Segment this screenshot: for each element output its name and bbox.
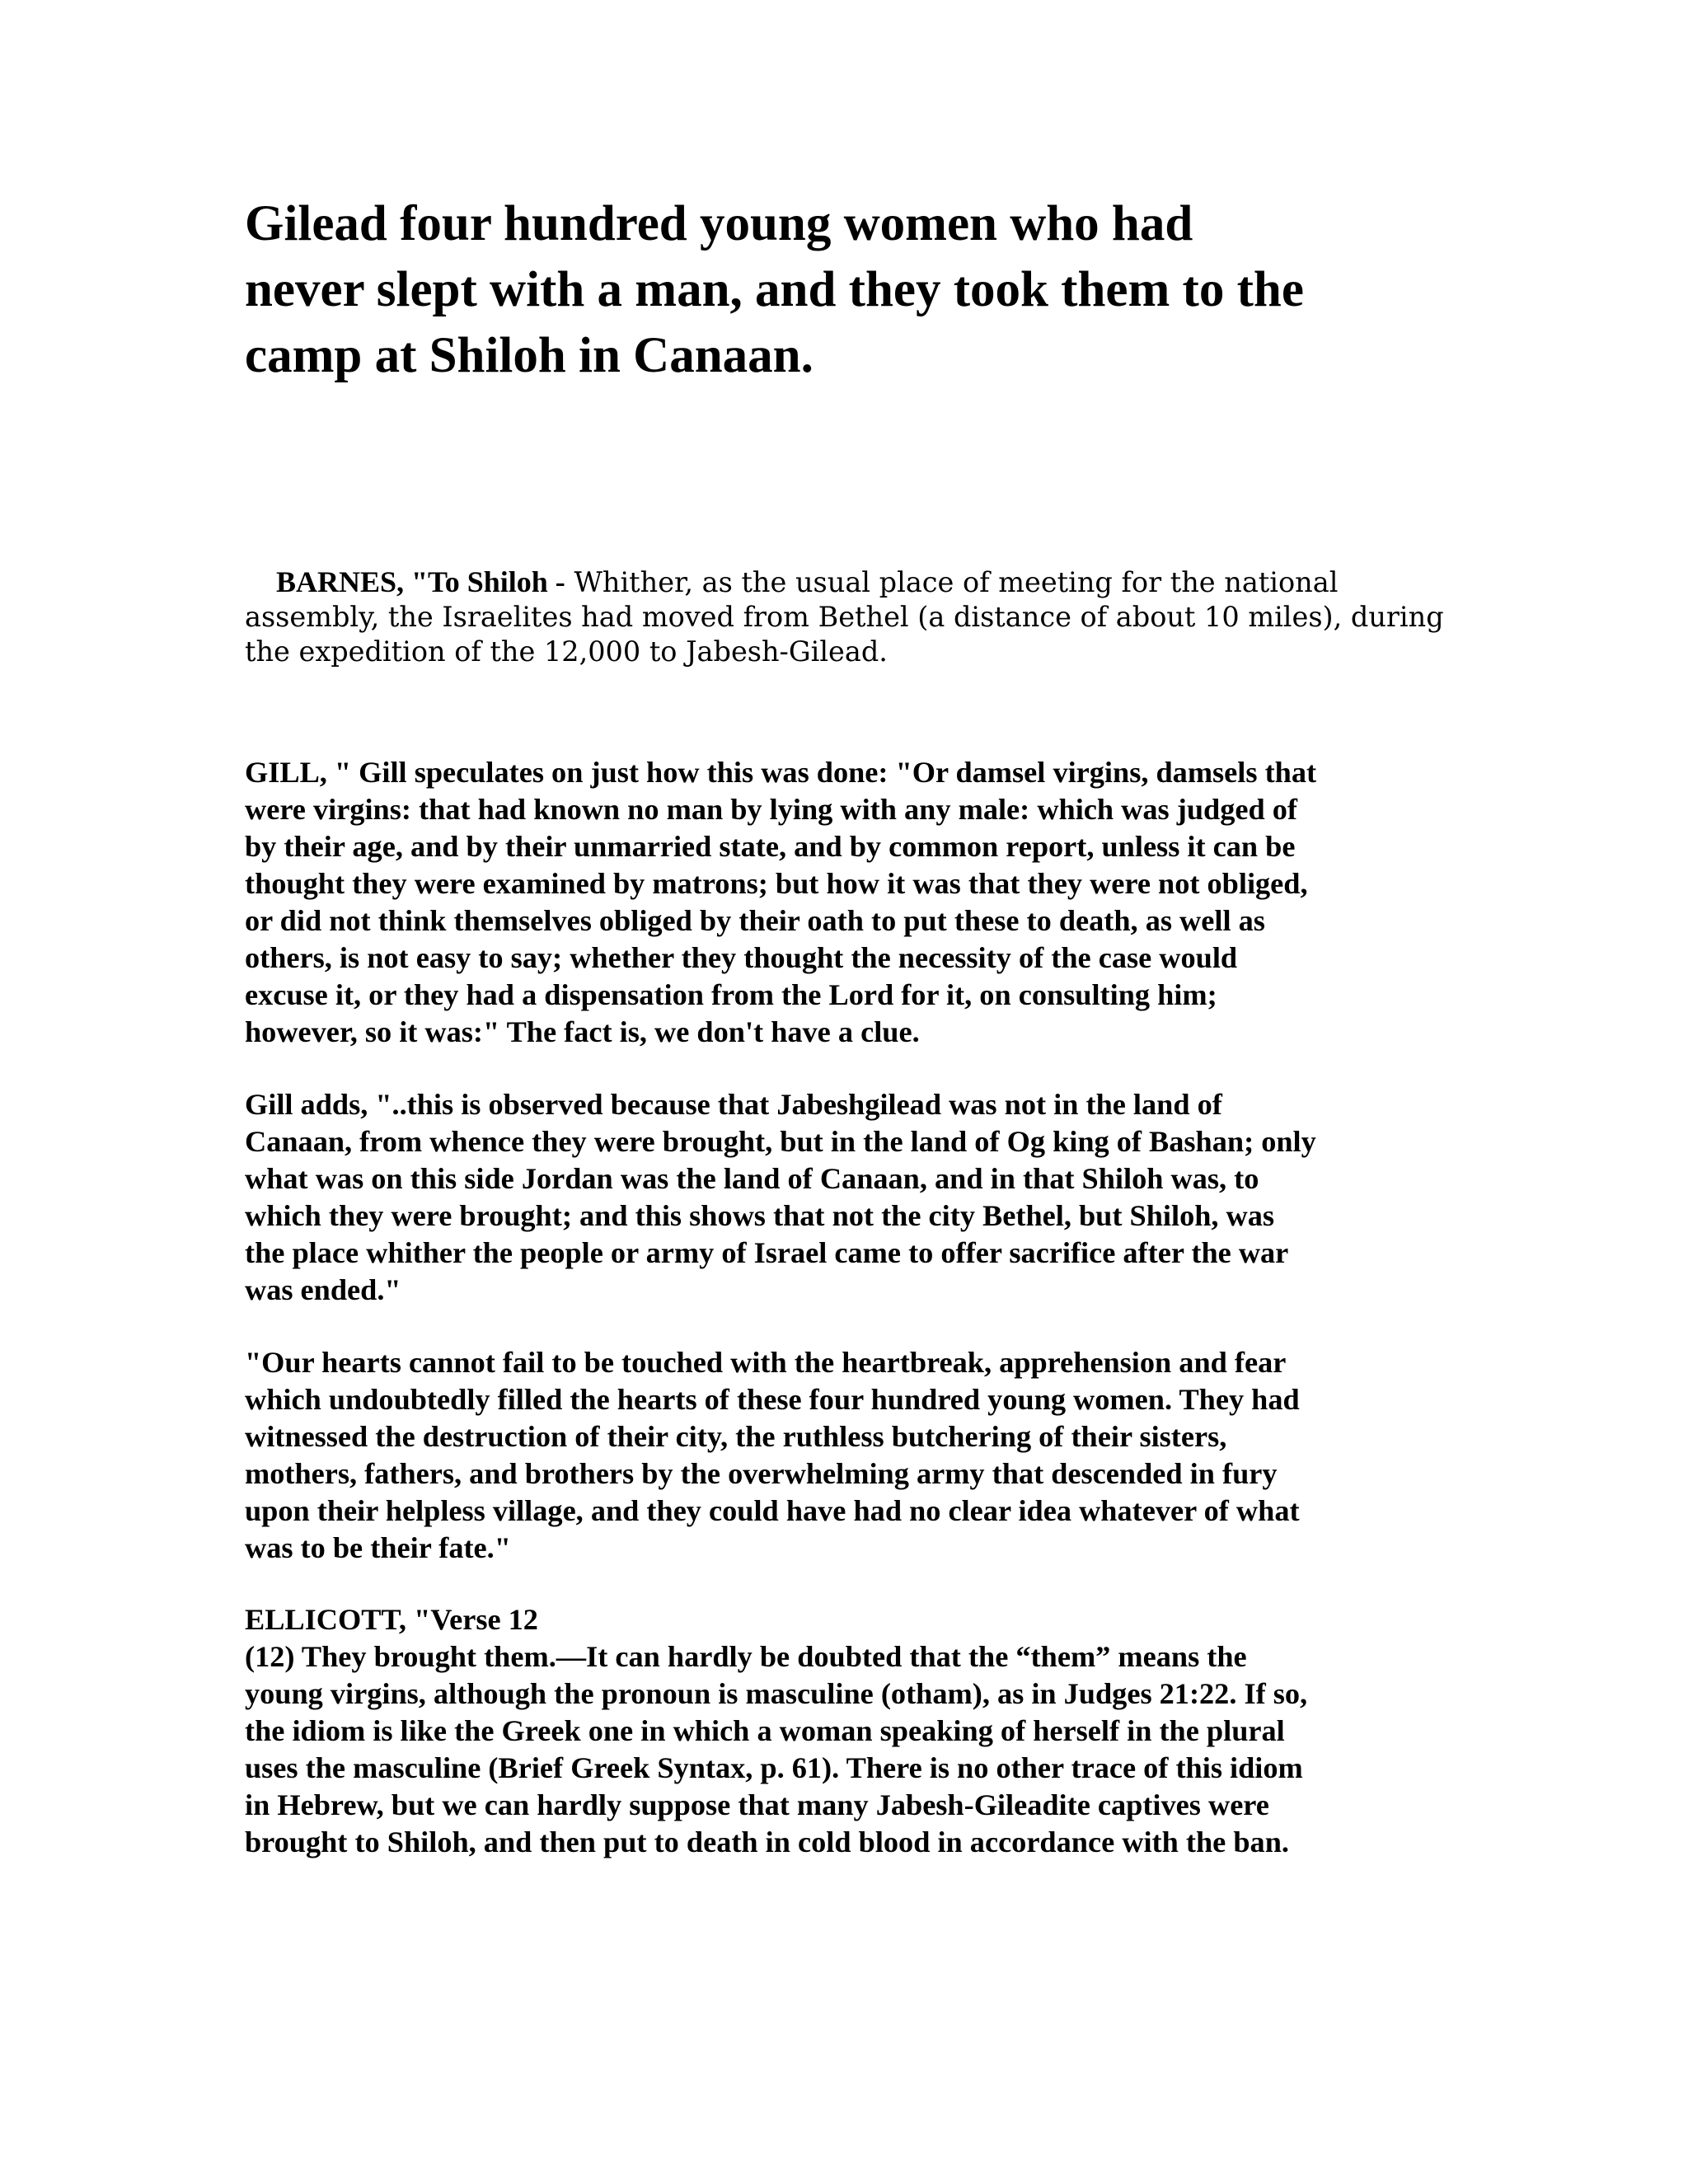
ellicott-line: uses the masculine (Brief Greek Syntax, p. 61). There is no other trace of this idiom: [245, 1751, 1303, 1784]
ellicott-commentary: [245, 1601, 1448, 1861]
ellicott-line: in Hebrew, but we can hardly suppose that many Jabesh-Gileadite captives were: [245, 1788, 1269, 1821]
gill-line: Canaan, from whence they were brought, but in the land of Og king of Bashan; only: [245, 1125, 1316, 1158]
barnes-line: Whither, as the usual place of meeting for the national: [565, 566, 1339, 598]
barnes-commentary: [245, 565, 1444, 669]
ellicott-line: brought to Shiloh, and then put to death in cold blood in accordance with the ban.: [245, 1825, 1289, 1858]
gill-line: which they were brought; and this shows that not the city Bethel, but Shiloh, was: [245, 1199, 1275, 1232]
quote-line: "Our hearts cannot fail to be touched with the heartbreak, apprehension and fear: [245, 1346, 1287, 1379]
barnes-line: assembly, the Israelites had moved from Bethel (a distance of about 10 miles), during: [245, 601, 1444, 633]
quote-line: upon their helpless village, and they could have had no clear idea whatever of what: [245, 1494, 1300, 1527]
barnes-line: the expedition of the 12,000 to Jabesh-Gilead.: [245, 635, 888, 668]
quote-line: witnessed the destruction of their city, the ruthless butchering of their sisters,: [245, 1420, 1227, 1453]
heading-line: Gilead four hundred young women who had: [245, 196, 1193, 251]
gill-line: what was on this side Jordan was the land of Canaan, and in that Shiloh was, to: [245, 1162, 1259, 1195]
gill-line: the place whither the people or army of Israel came to offer sacrifice after the war: [245, 1236, 1289, 1269]
gill-line: excuse it, or they had a dispensation from the Lord for it, on consulting him;: [245, 978, 1217, 1011]
gill-line: was ended.": [245, 1273, 401, 1306]
barnes-first-line: [245, 565, 1432, 600]
heading-line: camp at Shiloh in Canaan.: [245, 328, 814, 383]
gill-line: by their age, and by their unmarried state, and by common report, unless it can be: [245, 830, 1296, 863]
ellicott-line: young virgins, although the pronoun is masculine (otham), as in Judges 21:22. If so,: [245, 1677, 1308, 1710]
gill-line: or did not think themselves obliged by their oath to put these to death, as well as: [245, 904, 1265, 937]
ellicott-line: the idiom is like the Greek one in which a woman speaking of herself in the plural: [245, 1714, 1285, 1747]
ellicott-line: ELLICOTT, "Verse 12: [245, 1603, 538, 1636]
gill-line: GILL, " Gill speculates on just how this was done: "Or damsel virgins, damsels that: [245, 756, 1317, 789]
gill-commentary: [245, 754, 1448, 1051]
quote-line: mothers, fathers, and brothers by the overwhelming army that descended in fury: [245, 1457, 1278, 1490]
quoted-reflection: [245, 1344, 1448, 1567]
gill-line: Gill adds, "..this is observed because that Jabeshgilead was not in the land of: [245, 1088, 1222, 1121]
gill-additional-commentary: [245, 1086, 1448, 1309]
heading-line: never slept with a man, and they took them to the: [245, 262, 1304, 317]
gill-line: however, so it was:" The fact is, we don't have a clue.: [245, 1015, 920, 1048]
gill-line: thought they were examined by matrons; but how it was that they were not obliged,: [245, 867, 1308, 900]
page-heading: [245, 191, 1481, 389]
quote-line: which undoubtedly filled the hearts of these four hundred young women. They had: [245, 1383, 1300, 1416]
gill-line: were virgins: that had known no man by lying with any male: which was judged of: [245, 793, 1297, 826]
ellicott-line: (12) They brought them.—It can hardly be doubted that the “them” means the: [245, 1640, 1247, 1673]
gill-line: others, is not easy to say; whether they thought the necessity of the case would: [245, 941, 1238, 974]
barnes-lead: BARNES, "To Shiloh -: [276, 565, 565, 598]
quote-line: was to be their fate.": [245, 1531, 511, 1564]
